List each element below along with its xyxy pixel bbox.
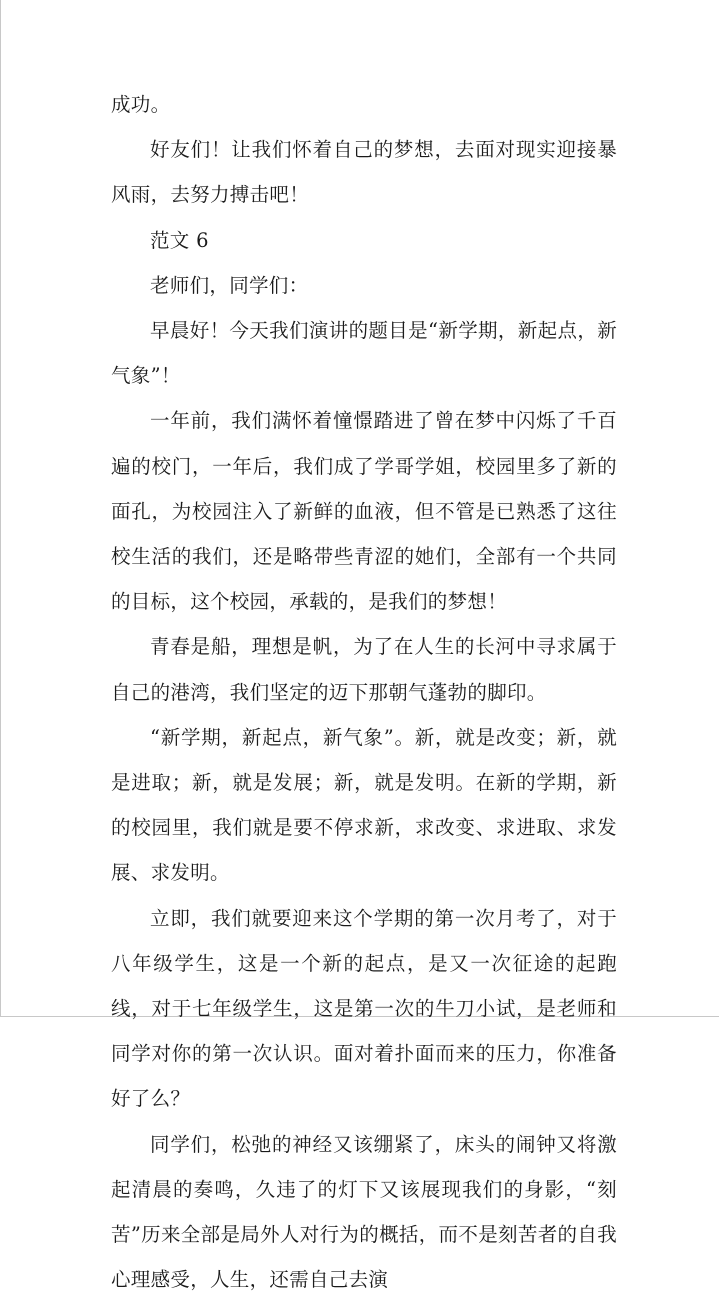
paragraph-7: 青春是船，理想是帆，为了在人生的长河中寻求属于自己的港湾，我们坚定的迈下那朝气蓬勃的脚印。 [111, 635, 617, 704]
document-body [111, 82, 617, 1302]
paragraph-1: 成功。 [111, 93, 171, 116]
paragraph-greeting: 早晨好！今天我们演讲的题目是“新学期，新起点，新气象”！ [111, 319, 617, 388]
paragraph-10: 同学们，松弛的神经又该绷紧了，床头的闹钟又将激起清晨的奏鸣，久违了的灯下又该展现我们的身影，“刻苦”历来全部是局外人对行为的概括，而不是刻苦者的自我心理感受，人生，还需自己去演 [111, 1132, 617, 1292]
paragraph-8: “新学期，新起点，新气象”。新，就是改变；新，就是进取；新，就是发展；新，就是发明。在新的学期，新的校园里，我们就是要不停求新，求改变、求进取、求发展、求发明。 [111, 725, 617, 885]
section-heading: 范文 6 [150, 228, 209, 252]
paragraph-2: 好友们！让我们怀着自己的梦想，去面对现实迎接暴风雨，去努力搏击吧！ [111, 138, 617, 207]
paragraph-6: 一年前，我们满怀着憧憬踏进了曾在梦中闪烁了千百遍的校门，一年后，我们成了学哥学姐，校园里多了新的面孔，为校园注入了新鲜的血液，但不管是已熟悉了这往校生活的我们，还是略带些青涩的她们，全部有一个共同的目标，这个校园，承载的，是我们的梦想！ [111, 409, 617, 614]
salutation: 老师们，同学们： [150, 273, 309, 297]
paragraph-9: 立即，我们就要迎来这个学期的第一次月考了，对于八年级学生，这是一个新的起点，是又一次征途的起跑线，对于七年级学生，这是第一次的牛刀小试，是老师和同学对你的第一次认识。面对着扑面而来的压力，你准备好了么？ [111, 906, 617, 1111]
